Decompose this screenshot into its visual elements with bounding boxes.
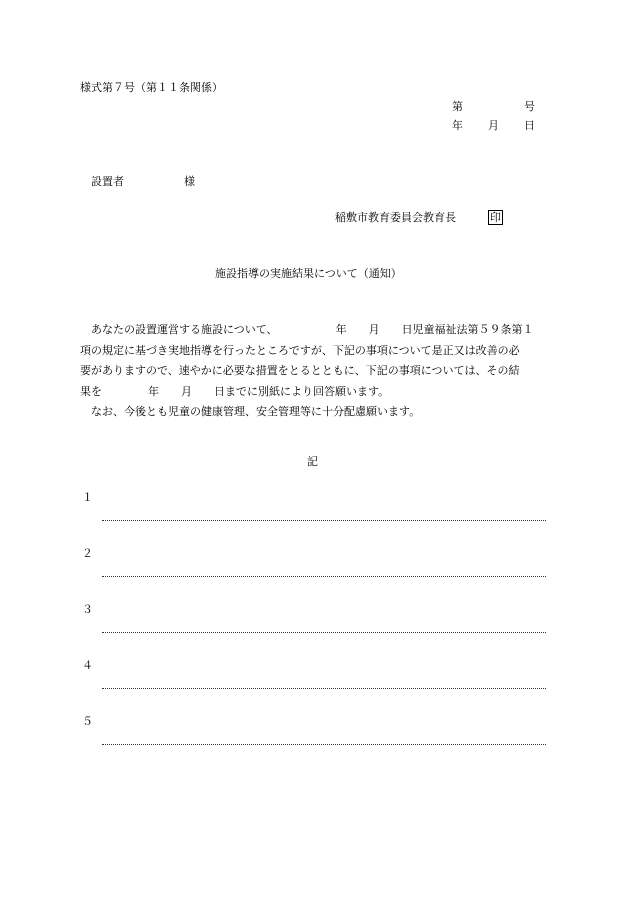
list-item-number: １ [82, 491, 93, 504]
entry-line [102, 632, 546, 633]
recipient-honorific: 様 [184, 175, 195, 188]
body-paragraph [80, 320, 550, 423]
entry-line [102, 744, 546, 745]
document-title: 施設指導の実施結果について（通知） [215, 267, 402, 280]
date-year: 年 [452, 119, 463, 132]
doc-number-prefix: 第 [452, 100, 463, 113]
body-line-2: 項の規定に基づき実地指導を行ったところですが、下記の事項について是正又は改善の必 [80, 343, 520, 357]
doc-number-suffix: 号 [524, 100, 535, 113]
list-item-number: ５ [82, 715, 93, 728]
body-line-3: 要がありますので、速やかに必要な措置をとるとともに、下記の事項については、その結 [80, 364, 520, 377]
body-line-5: なお、今後とも児童の健康管理、安全管理等に十分配慮願います。 [91, 405, 421, 418]
recipient-label: 設置者 [91, 175, 124, 188]
date-day: 日 [524, 119, 535, 132]
body-line-1: あなたの設置運営する施設について、 年 月 日児童福祉法第５９条第１ [91, 323, 534, 336]
ki-heading: 記 [307, 455, 318, 468]
sender-name: 稲敷市教育委員会教育長 [335, 211, 456, 224]
list-item-number: ３ [82, 603, 93, 616]
form-label: 様式第７号（第１１条関係） [80, 81, 223, 94]
date-month: 月 [488, 119, 499, 132]
sender-block [335, 210, 503, 225]
body-line-4: 果を 年 月 日までに別紙により回答願います。 [80, 384, 390, 398]
entry-line [102, 688, 546, 689]
list-item-number: ４ [82, 659, 93, 672]
seal-mark: 印 [490, 211, 501, 224]
list-item-number: ２ [82, 547, 93, 560]
entry-line [102, 576, 546, 577]
entry-line [102, 520, 546, 521]
